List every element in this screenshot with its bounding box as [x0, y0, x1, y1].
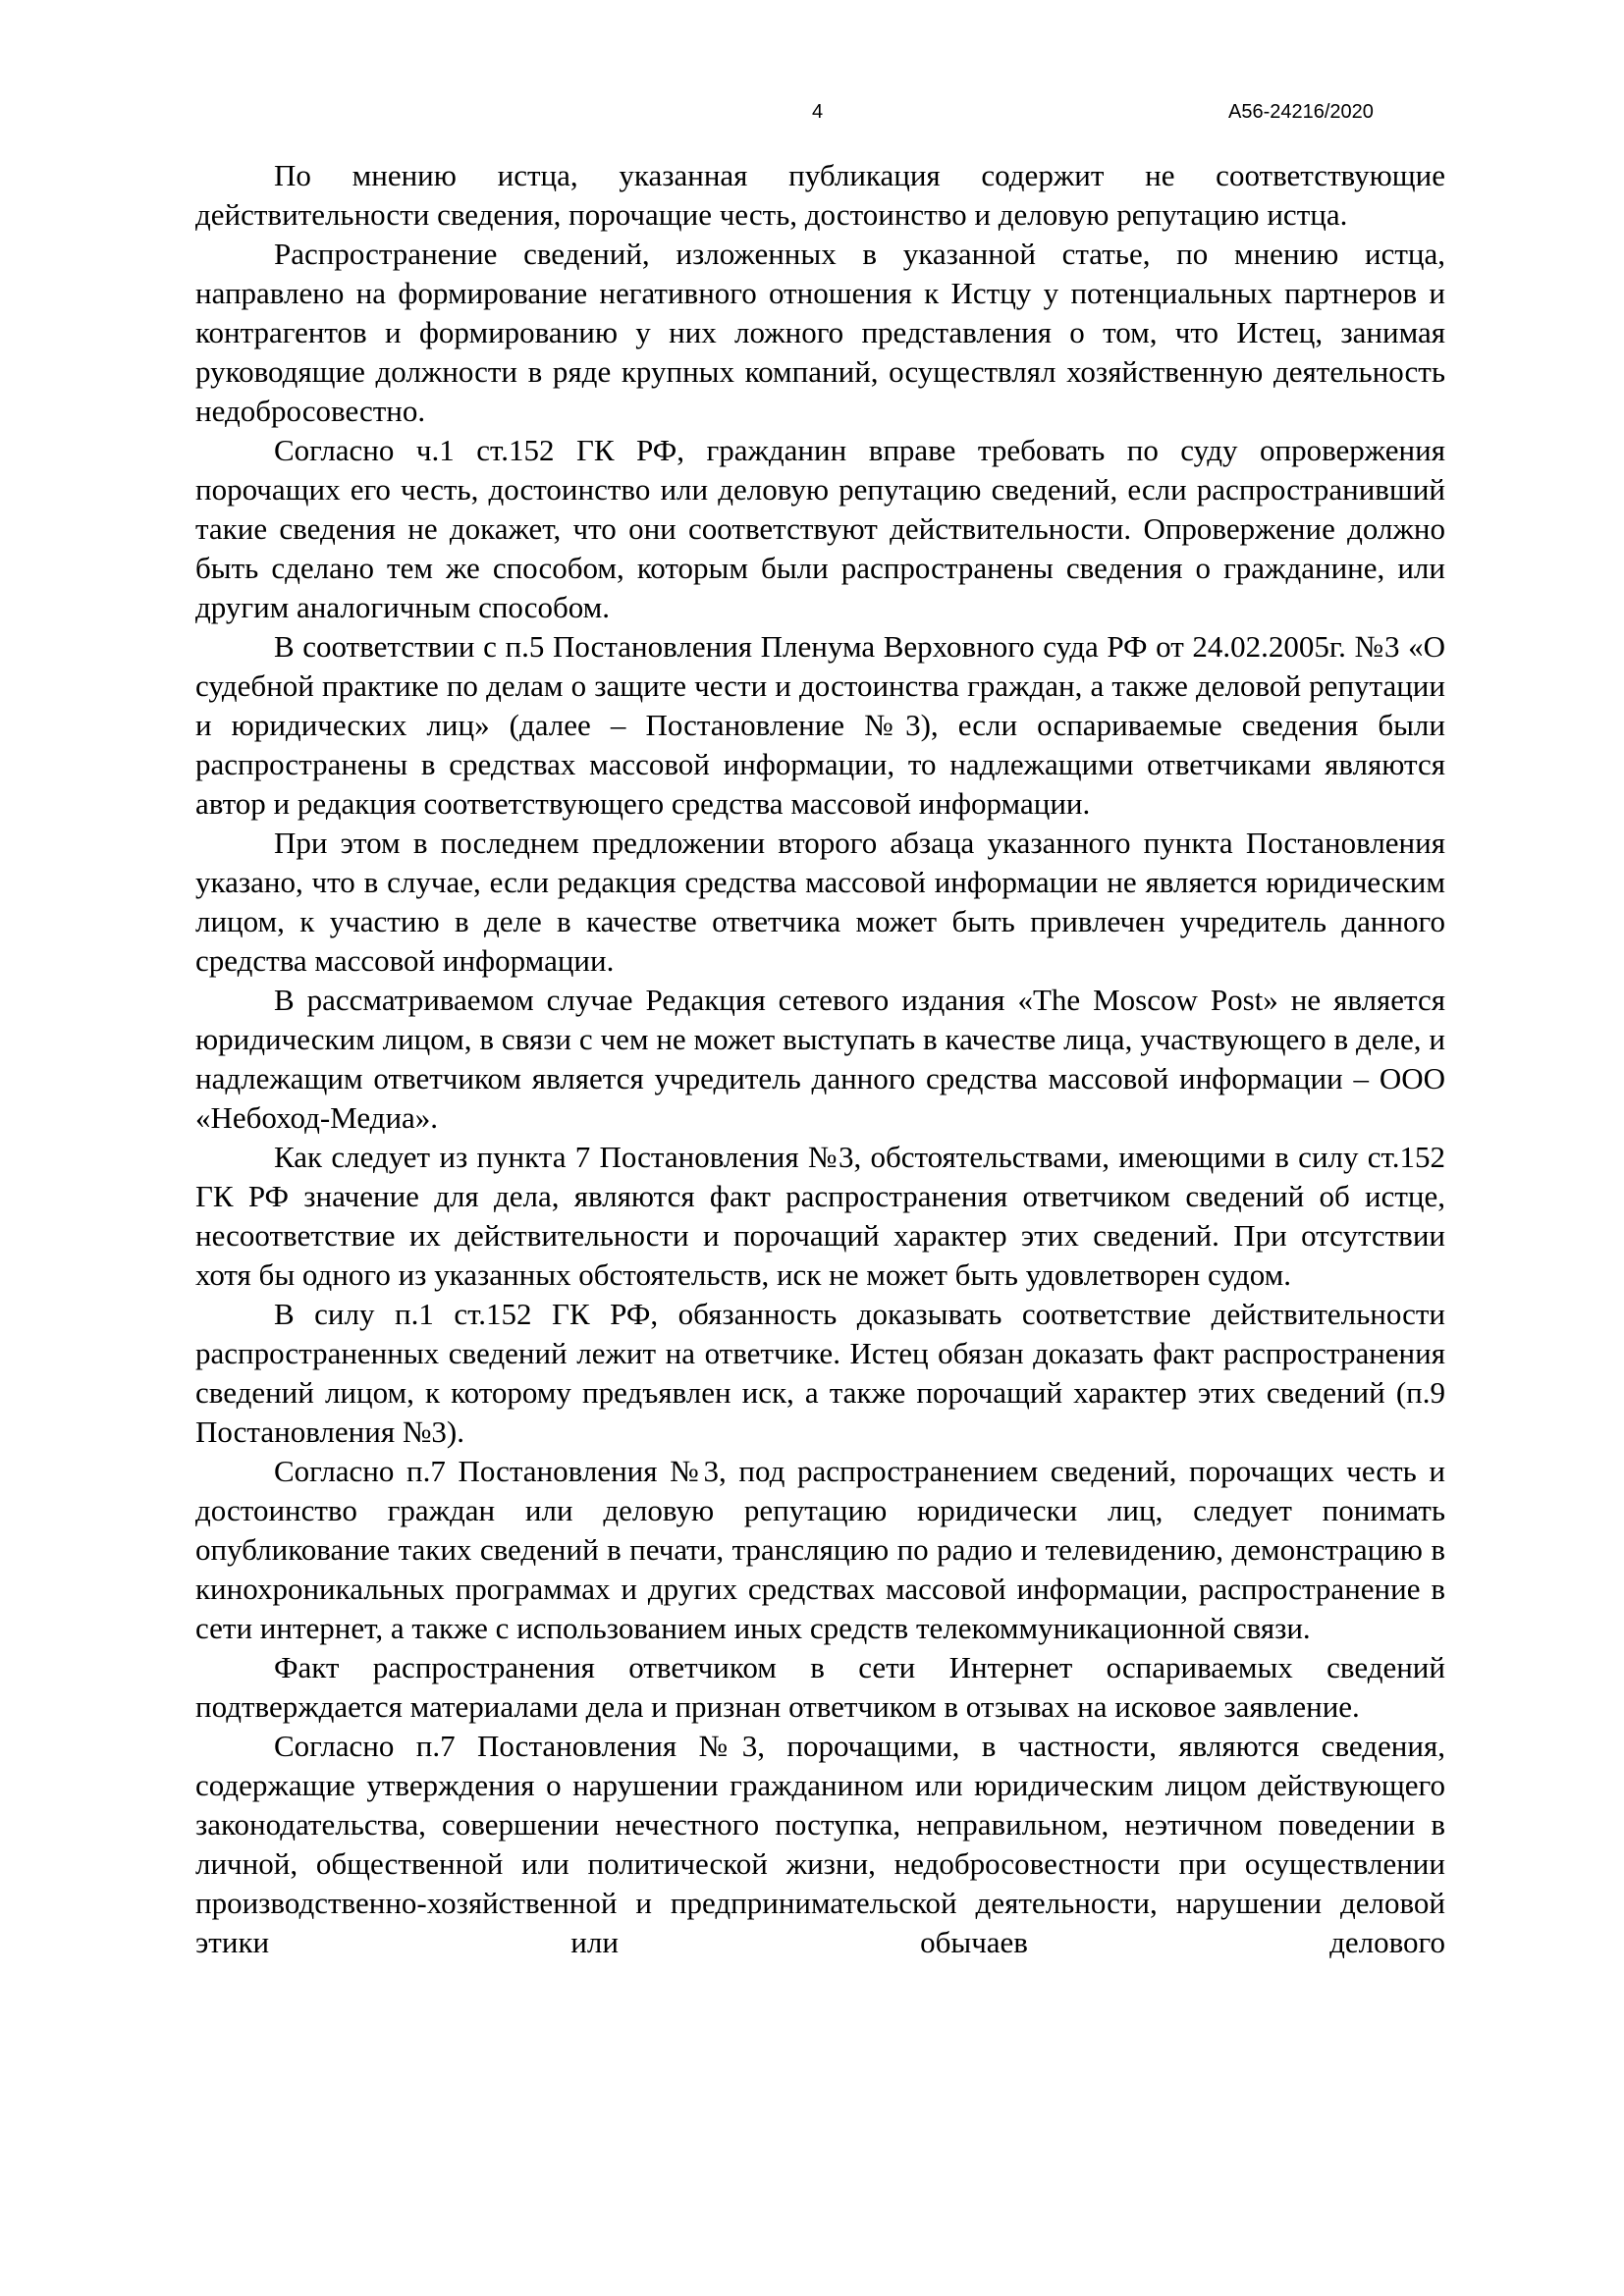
paragraph: Согласно п.7 Постановления №3, под распространением сведений, порочащих честь и достоинство граждан или деловую репутацию юридически лиц, следует понимать опубликование таких сведений в печати, трансляцию по радио и телевидению, демонстрацию в кинохроникальных программах и других средствах массовой информации, распространение в сети интернет, а также с использованием иных средств телекоммуникационной связи.	[195, 1454, 1445, 1645]
paragraph: Согласно ч.1 ст.152 ГК РФ, гражданин вправе требовать по суду опровержения порочащих его честь, достоинство или деловую репутацию сведений, если распространивший такие сведения не докажет, что они соответствуют действительности. Опровержение должно быть сделано тем же способом, которым были распространены сведения о гражданине, или другим аналогичным способом.	[195, 433, 1445, 624]
document-body	[195, 156, 1445, 1962]
paragraph: При этом в последнем предложении второго абзаца указанного пункта Постановления указано, что в случае, если редакция средства массовой информации не является юридическим лицом, к участию в деле в качестве ответчика может быть привлечен учредитель данного средства массовой информации.	[195, 826, 1445, 978]
paragraph: В силу п.1 ст.152 ГК РФ, обязанность доказывать соответствие действительности распространенных сведений лежит на ответчике. Истец обязан доказать факт распространения сведений лицом, к которому предъявлен иск, а также порочащий характер этих сведений (п.9 Постановления №3).	[195, 1297, 1445, 1449]
paragraph: Как следует из пункта 7 Постановления №3, обстоятельствами, имеющими в силу ст.152 ГК РФ значение для дела, являются факт распространения ответчиком сведений об истце, несоответствие их действительности и порочащий характер этих сведений. При отсутствии хотя бы одного из указанных обстоятельств, иск не может быть удовлетворен судом.	[195, 1140, 1445, 1292]
paragraph: В соответствии с п.5 Постановления Пленума Верховного суда РФ от 24.02.2005г. №3 «О судебной практике по делам о защите чести и достоинства граждан, а также деловой репутации и юридических лиц» (далее – Постановление №3), если оспариваемые сведения были распространены в средствах массовой информации, то надлежащими ответчиками являются автор и редакция соответствующего средства массовой информации.	[195, 629, 1445, 821]
case-number: А56-24216/2020	[1228, 101, 1374, 123]
paragraph: Распространение сведений, изложенных в указанной статье, по мнению истца, направлено на формирование негативного отношения к Истцу у потенциальных партнеров и контрагентов и формированию у них ложного представления о том, что Истец, занимая руководящие должности в ряде крупных компаний, осуществлял хозяйственную деятельность недобросовестно.	[195, 237, 1445, 428]
paragraph: Согласно п.7 Постановления №3, порочащими, в частности, являются сведения, содержащие утверждения о нарушении гражданином или юридическим лицом действующего законодательства, совершении нечестного поступка, неправильном, неэтичном поведении в личной, общественной или политической жизни, недобросовестности при осуществлении производственно-хозяйственной и предпринимательской деятельности, нарушении деловой этики или обычаев делового	[195, 1729, 1445, 1959]
paragraph: В рассматриваемом случае Редакция сетевого издания «The Moscow Post» не является юридическим лицом, в связи с чем не может выступать в качестве лица, участвующего в деле, и надлежащим ответчиком является учредитель данного средства массовой информации – ООО «Небоход-Медиа».	[195, 983, 1445, 1135]
paragraph: По мнению истца, указанная публикация содержит не соответствующие действительности сведения, порочащие честь, достоинство и деловую репутацию истца.	[195, 158, 1445, 232]
paragraph: Факт распространения ответчиком в сети Интернет оспариваемых сведений подтверждается материалами дела и признан ответчиком в отзывах на исковое заявление.	[195, 1650, 1445, 1724]
page-number: 4	[812, 101, 824, 123]
